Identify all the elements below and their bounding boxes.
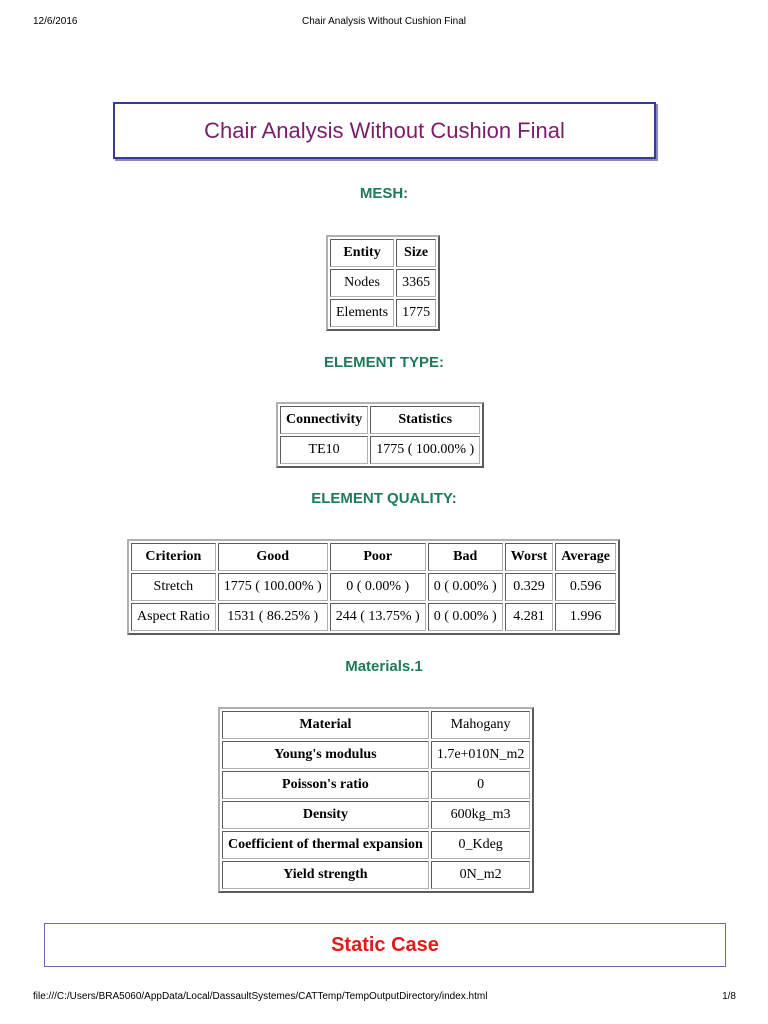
table-cell: 0	[431, 771, 531, 799]
table-row	[222, 861, 530, 889]
report-title-box	[113, 102, 656, 159]
report-title: Chair Analysis Without Cushion Final	[204, 117, 565, 143]
table-cell: 1775	[396, 299, 436, 327]
element-quality-table	[127, 539, 620, 635]
table-cell: TE10	[280, 436, 368, 464]
column-header: Entity	[330, 239, 394, 267]
table-cell: 1775 ( 100.00% )	[370, 436, 480, 464]
table-cell: 0_Kdeg	[431, 831, 531, 859]
table-row	[131, 573, 616, 601]
table-cell: 0N_m2	[431, 861, 531, 889]
table-cell: 1.996	[555, 603, 616, 631]
print-page-number: 1/8	[722, 991, 736, 1002]
table-header-row	[330, 239, 436, 267]
column-header: Bad	[428, 543, 503, 571]
table-row	[330, 269, 436, 297]
mesh-table	[326, 235, 440, 331]
column-header: Connectivity	[280, 406, 368, 434]
table-cell: 0.596	[555, 573, 616, 601]
table-cell: Mahogany	[431, 711, 531, 739]
table-cell: Stretch	[131, 573, 216, 601]
element-type-heading: ELEMENT TYPE:	[323, 354, 444, 371]
column-header: Criterion	[131, 543, 216, 571]
row-header: Young's modulus	[222, 741, 429, 769]
materials-heading: Materials.1	[345, 658, 423, 675]
table-cell: 0 ( 0.00% )	[428, 573, 503, 601]
static-case-box	[44, 923, 726, 967]
table-cell: 1.7e+010N_m2	[431, 741, 531, 769]
static-case-title: Static Case	[331, 933, 439, 956]
element-type-table	[276, 402, 484, 468]
table-cell: 4.281	[505, 603, 554, 631]
table-header-row	[131, 543, 616, 571]
column-header: Good	[218, 543, 328, 571]
table-cell: 600kg_m3	[431, 801, 531, 829]
table-cell: 3365	[396, 269, 436, 297]
row-header: Coefficient of thermal expansion	[222, 831, 429, 859]
table-row	[222, 741, 530, 769]
table-row	[280, 436, 480, 464]
table-row	[222, 711, 530, 739]
table-cell: Nodes	[330, 269, 394, 297]
column-header: Average	[555, 543, 616, 571]
column-header: Statistics	[370, 406, 480, 434]
materials-table	[218, 707, 534, 893]
table-cell: Aspect Ratio	[131, 603, 216, 631]
print-date: 12/6/2016	[33, 16, 78, 27]
column-header: Poor	[330, 543, 426, 571]
print-header-title: Chair Analysis Without Cushion Final	[302, 16, 466, 27]
row-header: Density	[222, 801, 429, 829]
table-cell: 0 ( 0.00% )	[330, 573, 426, 601]
element-quality-heading: ELEMENT QUALITY:	[311, 490, 457, 507]
row-header: Poisson's ratio	[222, 771, 429, 799]
table-row	[131, 603, 616, 631]
table-cell: Elements	[330, 299, 394, 327]
table-row	[330, 299, 436, 327]
print-file-path: file:///C:/Users/BRA5060/AppData/Local/DassaultSystemes/CATTemp/TempOutputDirectory/index.html	[33, 991, 488, 1002]
row-header: Yield strength	[222, 861, 429, 889]
table-cell: 0.329	[505, 573, 554, 601]
column-header: Worst	[505, 543, 554, 571]
row-header: Material	[222, 711, 429, 739]
table-header-row	[280, 406, 480, 434]
column-header: Size	[396, 239, 436, 267]
table-cell: 1775 ( 100.00% )	[218, 573, 328, 601]
table-row	[222, 771, 530, 799]
table-cell: 244 ( 13.75% )	[330, 603, 426, 631]
table-row	[222, 831, 530, 859]
mesh-heading: MESH:	[359, 185, 409, 202]
table-cell: 1531 ( 86.25% )	[218, 603, 328, 631]
table-row	[222, 801, 530, 829]
table-cell: 0 ( 0.00% )	[428, 603, 503, 631]
